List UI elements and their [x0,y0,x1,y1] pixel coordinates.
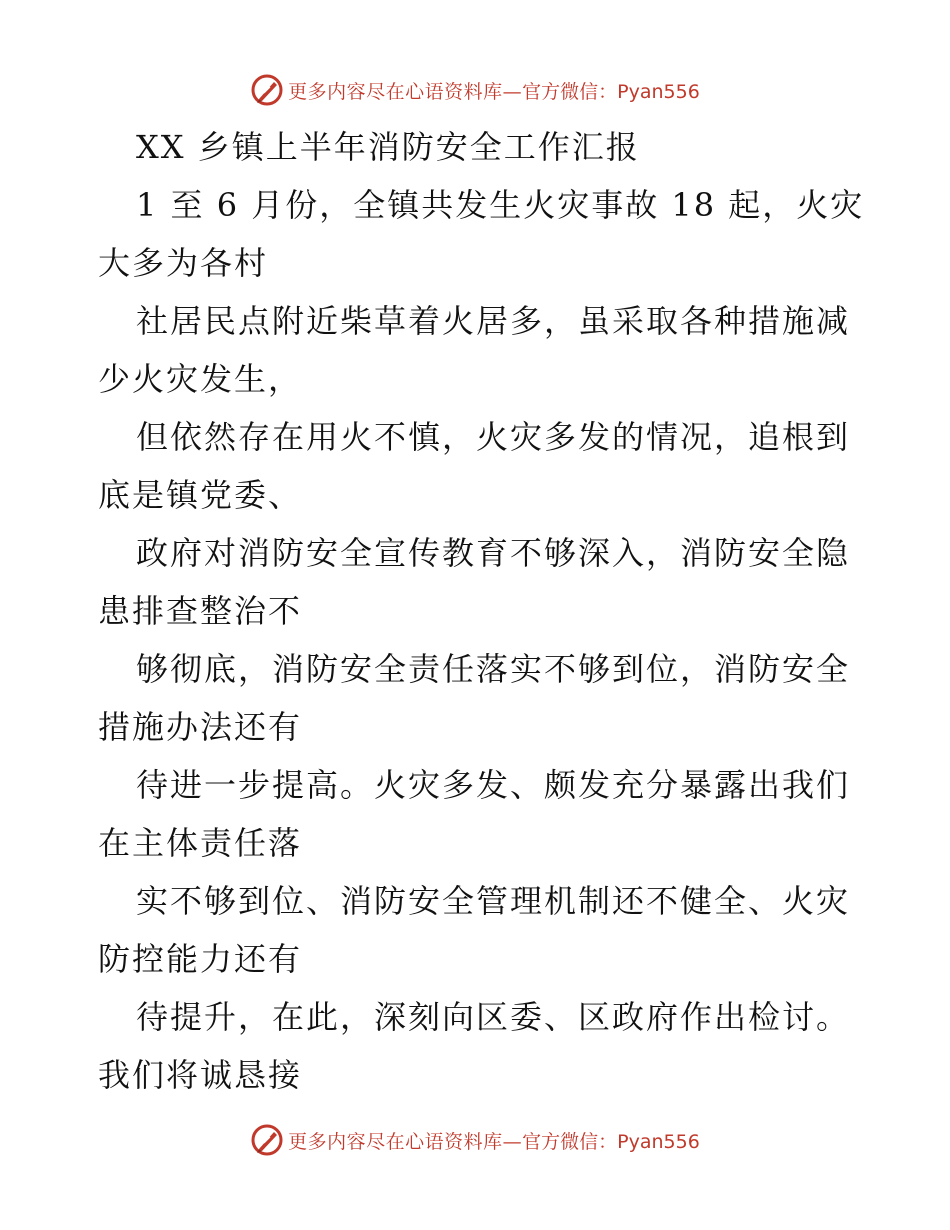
paragraph-line: 1 至 6 月份，全镇共发生火灾事故 18 起，火灾 [136,186,865,224]
paragraph-line: 底是镇党委、 [98,476,303,514]
paragraph-line: 措施办法还有 [98,708,303,746]
paragraph-line: 实不够到位、消防安全管理机制还不健全、火灾 [136,882,851,920]
paragraph-line: 我们将诚恳接 [98,1056,303,1094]
paragraph-line: 社居民点附近柴草着火居多，虽采取各种措施减 [136,302,851,340]
header-watermark-banner [0,70,950,110]
footer-watermark-banner [0,1120,950,1160]
paragraph-line: 少火灾发生， [98,360,303,398]
paragraph-line: 够彻底，消防安全责任落实不够到位，消防安全 [136,650,851,688]
banner-text: 更多内容尽在心语资料库— [288,1130,523,1153]
document-title: XX 乡镇上半年消防安全工作汇报 [136,128,640,166]
document-body [98,118,865,1104]
paragraph-line: 但依然存在用火不慎，火灾多发的情况，追根到 [136,418,851,456]
banner-contact: 官方微信：Pyan556 [522,80,700,103]
paragraph-line: 政府对消防安全宣传教育不够深入，消防安全隐 [136,534,851,572]
paragraph-line: 待进一步提高。火灾多发、颇发充分暴露出我们 [136,766,851,804]
quill-pen-logo-icon [250,1123,284,1157]
banner-contact: 官方微信：Pyan556 [522,1130,700,1153]
paragraph-line: 患排查整治不 [98,592,303,630]
quill-pen-logo-icon [250,73,284,107]
paragraph-line: 在主体责任落 [98,824,303,862]
paragraph-line: 待提升，在此，深刻向区委、区政府作出检讨。 [136,998,851,1036]
paragraph-line: 大多为各村 [98,244,269,282]
paragraph-line: 防控能力还有 [98,940,303,978]
banner-text: 更多内容尽在心语资料库— [288,80,523,103]
